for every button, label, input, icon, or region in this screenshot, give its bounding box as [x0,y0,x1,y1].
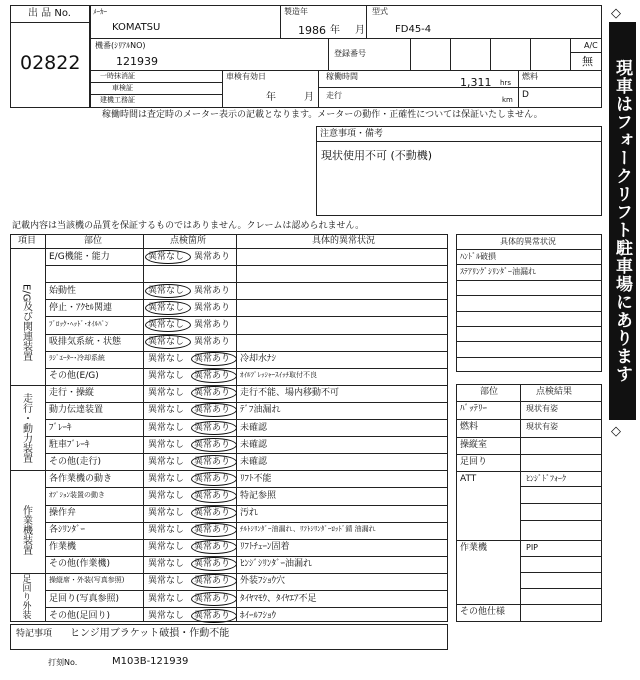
row-part: 吸排気系統・状態 [49,337,122,347]
diamond-icon-top: ◇ [611,6,621,21]
group-label-drive: 走行・動力装置 [20,392,32,463]
result-row-part: ﾊﾞｯﾃﾘｰ [460,404,488,414]
row-part: その他(走行) [49,456,102,467]
result-row-part: 燃料 [460,422,479,432]
row-detail: ﾋﾝｼﾞｼﾘﾝﾀﾞｰ油漏れ [240,559,313,570]
engraving-label: 打刻No. [48,658,78,667]
diamond-icon-bottom: ◇ [611,424,621,439]
row-detail: 冷却水ﾅｼ [240,354,277,365]
remarks-box [316,126,602,216]
result-row-value: 現状有姿 [526,422,558,431]
extra-issues-header: 具体的異常状況 [500,237,556,246]
ac-label: A/C [584,41,598,50]
abnormal-option: 異常あり [194,302,231,313]
abnormal-option: 異常あり [194,422,231,433]
row-part: ﾗｼﾞｴｰﾀｰ･冷却系統 [49,354,105,363]
reg-label: 登録番号 [334,49,366,58]
row-detail: ﾘﾌﾄﾁｪｰﾝ固着 [240,542,290,553]
location-banner: 現車はフォークリフト駐車場にあります [609,22,636,420]
model-value: FD45-4 [395,24,432,35]
abnormal-option: 異常あり [194,319,231,330]
model-label: 型式 [372,7,388,16]
row-part: 操縦席・外装(写真参照) [49,576,125,585]
row-part: その他(E/G) [49,371,99,382]
abnormal-option: 異常あり [194,405,231,416]
abnormal-option: 異常あり [194,508,231,518]
row-part: 始動性 [49,285,77,296]
row-part: その他(足回り) [49,610,111,621]
lot-number-label: 出 品 No. [28,8,71,19]
mileage-unit: km [502,96,513,104]
row-detail: ﾁﾙﾄｼﾘﾝﾀﾞｰ油漏れ、ﾘﾌﾄｼﾘﾝﾀﾞｰﾛｯﾄﾞ錆 油漏れ [240,525,376,534]
normal-option: 異常なし [148,354,185,365]
hours-value: 1,311 [460,76,492,89]
abnormal-option: 異常あり [194,473,231,484]
abnormal-option: 異常あり [194,354,231,365]
normal-option: 異常なし [148,508,185,518]
special-notes-value: ヒンジ用ブラケット破損・作動不能 [70,628,230,639]
row-part: E/G機能・能力 [49,251,110,262]
row-detail: ﾘﾌﾄ不能 [240,473,272,484]
maker-value: KOMATSU [112,22,161,33]
row-detail: 走行不能、場内移動不可 [240,388,340,399]
row-part: 作業機 [49,542,77,553]
row-part: ｵﾌﾟｼｮﾝ装置の動き [49,490,105,499]
special-notes-label: 特記事項 [16,629,53,639]
normal-option: 異常なし [148,319,185,330]
valid-date-label: 車検有効日 [226,72,266,81]
col-check-header: 点検箇所 [170,236,207,246]
abnormal-option: 異常あり [194,610,231,621]
abnormal-circle-mark [191,455,237,469]
row-part: 停止・ｱｸｾﾙ関連 [49,302,113,313]
normal-option: 異常なし [148,405,185,416]
abnormal-option: 異常あり [194,576,231,587]
row-part: 各ｼﾘﾝﾀﾞｰ [49,525,86,536]
row-detail: ﾀｲﾔﾏﾓｳ、ﾀｲﾔｴｱ不足 [240,593,317,604]
abnormal-option: 異常あり [194,371,231,382]
valid-month-unit: 月 [304,92,314,103]
disclaimer: 記載内容は当該機の品質を保証するものではありません。クレームは認められません。 [12,221,365,231]
abnormal-option: 異常あり [194,251,231,262]
row-part: 足回り(写真参照) [49,593,120,604]
normal-option: 異常なし [148,610,185,621]
mileage-label: 走行 [326,91,342,100]
month-unit: 月 [355,25,365,36]
result-row-value: PIP [526,543,539,552]
result-row-value: 現状有姿 [526,404,558,413]
normal-circle-mark [145,301,191,315]
abnormal-circle-mark [191,472,237,486]
row-part: 操作弁 [49,508,77,518]
abnormal-circle-mark [191,523,237,537]
normal-option: 異常なし [148,559,185,570]
remarks-label: 注意事項・備考 [320,129,384,139]
abnormal-circle-mark [191,506,237,520]
row-detail: ﾎｲｰﾙﾌｼｮｳ [240,610,277,621]
abnormal-circle-mark [191,438,237,452]
normal-option: 異常なし [148,542,185,553]
normal-option: 異常なし [148,285,185,296]
abnormal-option: 異常あり [194,285,231,296]
hours-unit: hrs [500,79,511,87]
hours-label: 稼働時間 [326,72,358,81]
row-detail: 汚れ [240,508,259,518]
result-row-part: 作業機 [460,543,488,553]
normal-option: 異常なし [148,456,185,467]
machine-permit-label: 建機工務証 [100,96,135,104]
abnormal-option: 異常あり [194,559,231,570]
result-row-part: その他仕様 [460,607,506,617]
valid-year-unit: 年 [266,92,276,103]
normal-option: 異常なし [148,302,185,313]
ac-value: 無 [582,55,593,68]
row-part: その他(作業機) [49,559,111,570]
maker-label: ﾒｰｶｰ [93,8,107,16]
col-part-header: 部位 [84,236,103,246]
result-col-result-header: 点検結果 [536,387,573,397]
row-part: ﾌﾞﾚｰｷ [49,422,72,433]
row-part: ﾌﾞﾛｯｸ･ﾍｯﾄﾞ･ｵｲﾙﾊﾟﾝ [49,319,109,328]
row-part: 動力伝達装置 [49,405,104,416]
abnormal-option: 異常あり [194,593,231,604]
normal-option: 異常なし [148,490,185,501]
row-detail: 未確認 [240,422,268,433]
result-row-part: 操縦室 [460,440,488,450]
remarks-value: 現状使用不可 (不動機) [321,149,433,162]
normal-circle-mark [145,284,191,298]
abnormal-circle-mark [191,489,237,503]
normal-circle-mark [145,250,191,264]
result-row-part: 足回り [460,457,488,467]
row-part: 各作業機の動き [49,473,113,484]
row-detail: 外装ﾌｼｮｳ穴 [240,576,286,587]
group-label-work: 作業機装置 [20,505,32,555]
normal-option: 異常なし [148,251,185,262]
abnormal-option: 異常あり [194,337,231,347]
permit-label: 一時抹消証 [100,72,135,80]
abnormal-option: 異常あり [194,525,231,536]
extra-issue-line: ﾊﾝﾄﾞﾙ破損 [460,252,496,261]
abnormal-option: 異常あり [194,456,231,467]
normal-option: 異常なし [148,388,185,399]
abnormal-circle-mark [191,592,237,606]
engraving-value: M103B-121939 [112,656,189,667]
group-label-undercarriage: 足回り外装 [20,574,31,619]
col-item-header: 項目 [18,236,37,246]
abnormal-option: 異常あり [194,542,231,553]
abnormal-circle-mark [191,352,237,366]
year-label: 製造年 [284,7,308,16]
normal-option: 異常なし [148,473,185,484]
group-label-engine: E/G及び関連装置 [20,284,32,362]
normal-option: 異常なし [148,422,185,433]
fuel-label: 燃料 [522,72,538,81]
result-row-part: ATT [460,474,477,484]
result-row-value: ﾋﾝｼﾞﾄﾞﾌｫｰｸ [526,474,566,483]
abnormal-circle-mark [191,421,237,435]
row-detail: ﾃﾞﾌ油漏れ [240,405,281,416]
normal-circle-mark [145,318,191,332]
result-col-part-header: 部位 [480,387,499,397]
abnormal-circle-mark [191,609,237,623]
col-detail-header: 具体的異常状況 [312,236,376,246]
row-detail: 特記参照 [240,490,277,501]
abnormal-option: 異常あり [194,388,231,399]
normal-option: 異常なし [148,593,185,604]
normal-option: 異常なし [148,525,185,536]
year-value: 1986 [298,24,326,37]
normal-option: 異常なし [148,439,185,450]
year-unit: 年 [330,25,340,36]
serial-value: 121939 [116,55,158,68]
fuel-value: D [522,90,529,100]
row-part: 走行・操縦 [49,388,95,399]
lot-number: 02822 [20,52,81,74]
row-detail: 未確認 [240,439,268,450]
abnormal-option: 異常あり [194,439,231,450]
normal-option: 異常なし [148,576,185,587]
inspection-cert-label: 車検証 [112,84,133,92]
row-part: 駐車ﾌﾞﾚｰｷ [49,439,90,450]
hours-note: 稼働時間は査定時のメーター表示の記載となります。メーターの動作・正確性については保証いたしません。 [102,110,543,120]
normal-option: 異常なし [148,337,185,347]
abnormal-option: 異常あり [194,490,231,501]
row-detail: ｵｲﾙﾌﾟﾚｯｼｬｰｽｲｯﾁ取付不良 [240,371,317,380]
serial-label: 機番(ｼﾘｱﾙNO) [95,41,146,50]
row-detail: 未確認 [240,456,268,467]
extra-issue-line: ｽﾃｱﾘﾝｸﾞｼﾘﾝﾀﾞｰ油漏れ [460,267,536,277]
normal-option: 異常なし [148,371,185,382]
normal-circle-mark [145,335,191,349]
